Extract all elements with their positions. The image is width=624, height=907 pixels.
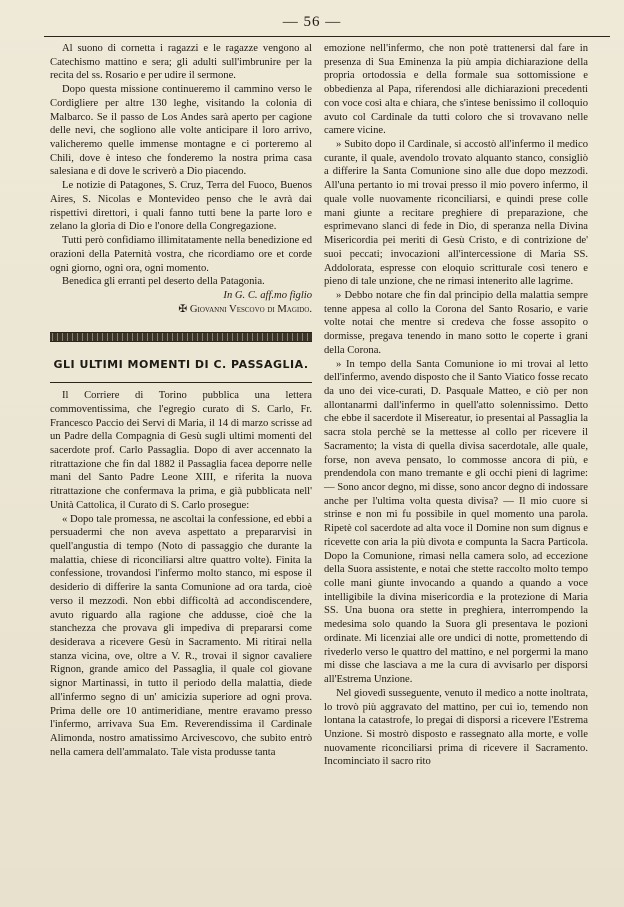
paragraph: Le notizie di Patagones, S. Cruz, Terra del Fuoco, Buenos Aires, S. Nicolas e Montevideo penso che le avrà dai rispettivi direttori, i quali fanno tutti bene la parte loro e zelano la gloria di Dio e l'onore della Congregazione. xyxy=(50,180,312,233)
paragraph: « Dopo tale promessa, ne ascoltai la confessione, ed ebbi a persuadermi che non aveva aspettato a prepararvisi in quell'angustia di tempo (Noto di passaggio che durante la malattia, chiese di riconciliarsi altre quattro volte). Finita la confessione, trovandosi l'infermo molto stanco, mi espose il desiderio di differire la santa Comunione ad ora tarda, cioè verso il mezzodì. Non ebbi difficoltà ad accondiscendere, avuto riguardo alla ragione che addusse, cioè che la stanchezza che provava gli impediva di prepararsi come desiderava a ricevere Gesù in Sacramento. Mi ritirai nella stanza vicina, ove, oltre a V. R., trovai il signor cavaliere Rignon, grande amico del Passaglia, il quale col giovane signor Martinassi, in tutto il periodo della malattia, diede all'infermo segno di un' amicizia superiore ad ogni prova. Prima delle ore 10 antimeridiane, mentre eravamo presso l'infermo, arrivava Sua Em. Reverendissima il Cardinale Alimonda, nostro amatissimo Arcivescovo, che subito entrò nella camera dell'ammalato. Tale vista produsse tanta xyxy=(50,513,312,758)
paragraph: Tutti però confidiamo illimitatamente nella benedizione ed orazioni della Paternità vostra, che ricordiamo ore et corde ogni giorno, ogni ora, ogni momento. xyxy=(50,235,312,274)
ornamental-divider xyxy=(50,332,312,342)
heading-rule xyxy=(50,382,312,383)
paragraph: Il Corriere di Torino pubblica una lettera commoventissima, che l'egregio curato di S. Carlo, Fr. Francesco Paccio dei Servi di Maria, il 14 di marzo scrisse ad un Padre della Compagnia di Gesù sugli ultimi momenti del sacerdote prof. Carlo Passaglia. Dopo di aver accennato la ritrattazione che fin dal 1882 il Passaglia facea deporre nelle mani del Santo Padre Leone XIII, e riferita la nuova ritrattazione che confermava la prima, e già pubblicata nell' Unità Cattolica, il Curato di S. Carlo prosegue: xyxy=(50,390,312,511)
left-column xyxy=(50,42,312,760)
section-heading: GLI ULTIMI MOMENTI DI C. PASSAGLIA. xyxy=(53,358,309,372)
signature-line: In G. C. aff.mo figlio xyxy=(223,289,312,301)
signature-name: ✠ Giovanni Vescovo di Magido. xyxy=(178,303,312,315)
paragraph: Dopo questa missione continueremo il cammino verso le Cordigliere per altre 130 leghe, visitando la colonia di Malbarco. Se il passo de Los Andes sarà aperto per cagione delle nevi, che sogliono alle volte anticipare il loro arrivo, valicheremo quelle immense montagne e ci porteremo al Chilì, dove è inteso che fonderemo la nostra prima casa salesiana e di dove le scriverò a Dio piacendo. xyxy=(50,84,312,178)
paragraph: Nel giovedì susseguente, venuto il medico a notte inoltrata, lo trovò più aggravato del mattino, per cui io, temendo non lontana la catastrofe, lo pregai di disporsi a ricevere l'Estrema Unzione. Si mostrò disposto e rassegnato alla morte, e volle nuovamente riconciliarsi prima di ricevere il Sacramento. Incominciato il sacro rito xyxy=(324,687,588,768)
paragraph: » Subito dopo il Cardinale, si accostò all'infermo il medico curante, il quale, avendolo trovato alquanto stanco, consigliò a differire la Santa Comunione sino alle due dopo mezzodì. All'una pertanto io mi trovai presso il mio povero infermo, il quale volle nuovamente riconciliarsi, e quindi prese colle mani giunte a recitare preghiere di preparazione, che esprimevano slanci di fede in Dio, di speranza nella Divina Misericordia pei meriti di Gesù Cristo, e di contrizione de' suoi peccati; invocazioni all'intercessione di Maria SS. Addolorata, espresse con eloquio scritturale così tenero e pieno di tale unzione, che ne rimasi intenerito alle lagrime. xyxy=(324,139,588,288)
right-column xyxy=(324,42,588,769)
paragraph: » Debbo notare che fin dal principio della malattia sempre tenne appesa al collo la Corona del Santo Rosario, e varie volte notai che mentre si credeva che fosse assopito o dormisse, pregava tenendo in mano sotto le coperte i grani della Corona. xyxy=(324,289,588,356)
paragraph: Al suono di cornetta i ragazzi e le ragazze vengono al Catechismo mattino e sera; gli adulti sull'imbrunire per la recita del ss. Rosario e per udire il sermone. xyxy=(50,43,312,82)
paragraph: » In tempo della Santa Comunione io mi trovai al letto dell'infermo, avendo disposto che il Santo Viatico fosse recato da uno dei vice-curati, D. Pasquale Matteo, e ciò per non allontanarmi dall'infermo in quell'atto solennissimo. Detto che ebbe il sacerdote il Misereatur, io presentai al Passaglia la sacra stola perchè se la mettesse al collo per ricevere il Sacramento; la vista di quella divisa sacerdotale, alle quale, forse, non aveva pensato, lo commosse ancora di più, e prendendola con mano tremante e gli occhi pieni di lagrime: — Sono ancor degno, mi disse, sono ancor degno di indossare anche per l'ultima volta questa divisa? — Il mio cuore si strinse e non mi fu possibile in quel momento una parola. Ripetè col sacerdote ad alta voce il Domine non sum dignus e ricevette con aria la più divota e compunta la Sacra Particola. Dopo la Comunione, rimasi nella camera solo, ad eccezione della Suora assistente, e notai che stette raccolto molto tempo colle mani giunte invocando a quando a quando a voce intelligibile la divina misericordia e la protezione di Maria SS. Una buona ora stette in preghiera, interrompendo la medesima solo quando la Suora gli presentava le pozioni ordinate. Mi licenziai alle ore undici di notte, promettendo di rivederlo verso le quattro del mattino, e nel porgermi la mano mi disse che lasciava a me la cura di avvisarlo per disporsi all'Estrema Unzione. xyxy=(324,358,588,686)
paragraph: emozione nell'infermo, che non potè trattenersi dal fare in presenza di Sua Eminenza la più ampia dichiarazione della propria ortodossia e della formale sua sottomissione e obbedienza al Papa, riferendosi alle dichiarazioni precedenti con voce così alta e chiara, che s'intese benissimo il colloquio avuto col Cardinale da tutti coloro che si trovavano nelle camere vicine. xyxy=(324,43,588,137)
paragraph: Benedica gli erranti pel deserto della Patagonia. xyxy=(62,276,265,288)
header-rule xyxy=(44,36,610,37)
page-number: — 56 — xyxy=(282,14,342,30)
